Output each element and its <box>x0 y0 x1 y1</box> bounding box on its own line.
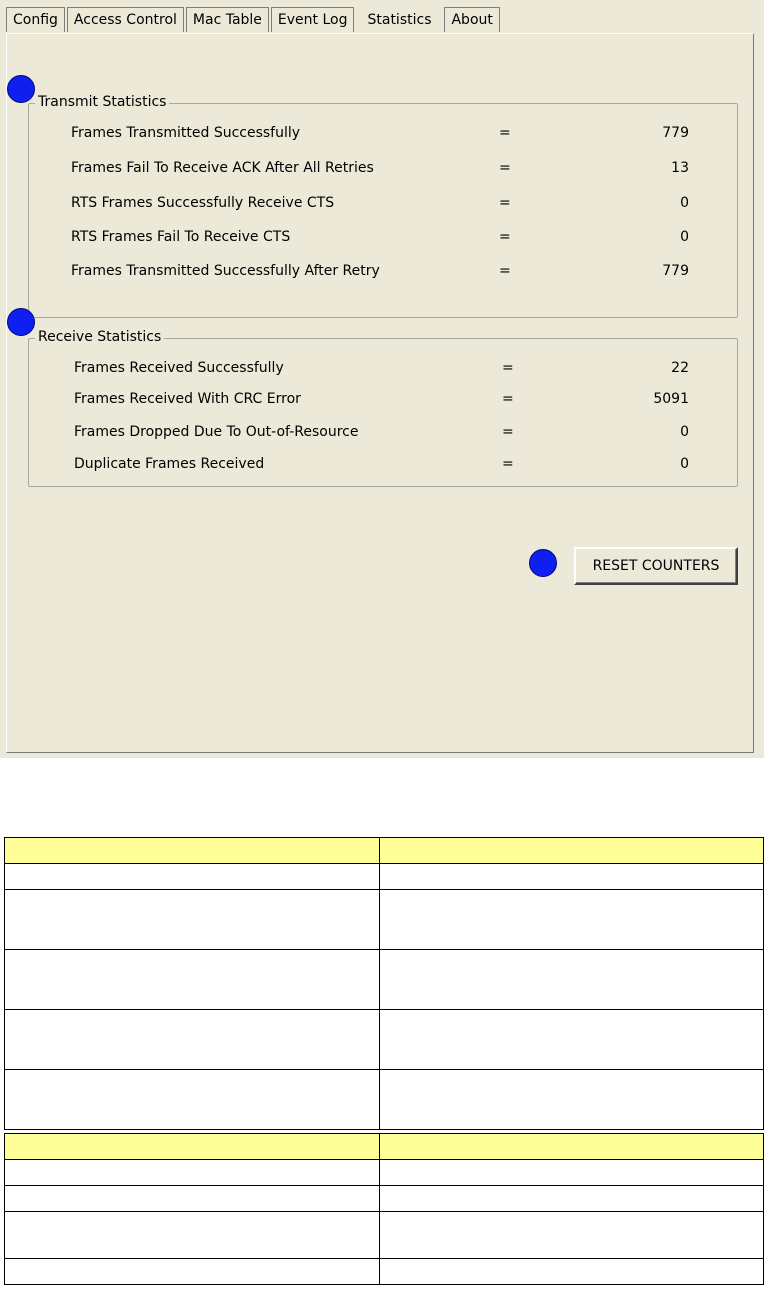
table-cell <box>380 1186 764 1212</box>
stat-value: 0 <box>680 424 689 440</box>
callout-marker-transmit <box>7 75 35 103</box>
stat-value: 0 <box>680 195 689 211</box>
table-cell <box>5 1212 380 1259</box>
stat-value: 13 <box>671 160 689 176</box>
tab-about[interactable]: About <box>444 7 499 32</box>
stat-value: 779 <box>662 125 689 141</box>
table-cell <box>380 1010 764 1070</box>
callout-marker-reset <box>529 549 557 577</box>
stat-label: Frames Transmitted Successfully After Retry <box>71 263 380 279</box>
receive-row <box>74 454 694 474</box>
stat-label: Duplicate Frames Received <box>74 456 265 472</box>
stat-equals: = <box>499 229 511 245</box>
tab-bar <box>0 0 764 34</box>
stat-equals: = <box>502 360 514 376</box>
table-row <box>5 1070 764 1130</box>
stat-label: Frames Fail To Receive ACK After All Retries <box>71 160 374 176</box>
stat-equals: = <box>499 125 511 141</box>
table-row <box>5 1259 764 1285</box>
stat-label: RTS Frames Fail To Receive CTS <box>71 229 291 245</box>
transmit-statistics-group <box>28 94 738 318</box>
stat-label: Frames Received Successfully <box>74 360 284 376</box>
table-header-row <box>5 1134 764 1160</box>
table-cell <box>5 1010 380 1070</box>
transmit-description-table <box>4 837 764 1130</box>
table-cell <box>380 1070 764 1130</box>
receive-row <box>74 358 694 378</box>
receive-row <box>74 422 694 442</box>
tab-statistics[interactable]: Statistics <box>356 4 442 34</box>
table-header-row <box>5 838 764 864</box>
reset-counters-button[interactable]: RESET COUNTERS <box>574 547 738 585</box>
table-cell <box>380 1259 764 1285</box>
receive-description-table <box>4 1133 764 1285</box>
table-row <box>5 1212 764 1259</box>
tab-event-log[interactable]: Event Log <box>271 7 355 32</box>
table-header-cell <box>5 838 380 864</box>
table-header-cell <box>5 1134 380 1160</box>
transmit-statistics-title: Transmit Statistics <box>35 94 169 110</box>
transmit-row <box>71 261 691 281</box>
transmit-row <box>71 193 691 213</box>
stat-value: 0 <box>680 456 689 472</box>
table-row <box>5 950 764 1010</box>
table-cell <box>380 864 764 890</box>
table-cell <box>5 1186 380 1212</box>
table-row <box>5 1186 764 1212</box>
table-row <box>5 1010 764 1070</box>
table-row <box>5 1160 764 1186</box>
stat-label: Frames Transmitted Successfully <box>71 125 301 141</box>
tab-config[interactable]: Config <box>6 7 65 32</box>
transmit-row <box>71 123 691 143</box>
table-cell <box>5 1070 380 1130</box>
table-header-cell <box>380 1134 764 1160</box>
tab-mac-table[interactable]: Mac Table <box>186 7 269 32</box>
table-cell <box>380 1212 764 1259</box>
stat-value: 0 <box>680 229 689 245</box>
table-cell <box>380 950 764 1010</box>
table-header-cell <box>380 838 764 864</box>
stat-equals: = <box>502 391 514 407</box>
stat-equals: = <box>499 195 511 211</box>
table-cell <box>5 1160 380 1186</box>
stat-equals: = <box>499 263 511 279</box>
table-cell <box>5 864 380 890</box>
table-cell <box>380 1160 764 1186</box>
stat-equals: = <box>499 160 511 176</box>
table-cell <box>380 890 764 950</box>
stat-equals: = <box>502 456 514 472</box>
transmit-row <box>71 158 691 178</box>
callout-marker-receive <box>7 308 35 336</box>
stat-value: 22 <box>671 360 689 376</box>
stat-value: 5091 <box>653 391 689 407</box>
table-row <box>5 890 764 950</box>
receive-statistics-group <box>28 329 738 487</box>
receive-row <box>74 389 694 409</box>
stat-label: Frames Received With CRC Error <box>74 391 301 407</box>
stat-label: Frames Dropped Due To Out-of-Resource <box>74 424 359 440</box>
table-cell <box>5 950 380 1010</box>
stat-equals: = <box>502 424 514 440</box>
table-cell <box>5 890 380 950</box>
stat-label: RTS Frames Successfully Receive CTS <box>71 195 335 211</box>
receive-statistics-title: Receive Statistics <box>35 329 164 345</box>
stat-value: 779 <box>662 263 689 279</box>
table-row <box>5 864 764 890</box>
transmit-row <box>71 227 691 247</box>
tab-access-control[interactable]: Access Control <box>67 7 184 32</box>
table-cell <box>5 1259 380 1285</box>
